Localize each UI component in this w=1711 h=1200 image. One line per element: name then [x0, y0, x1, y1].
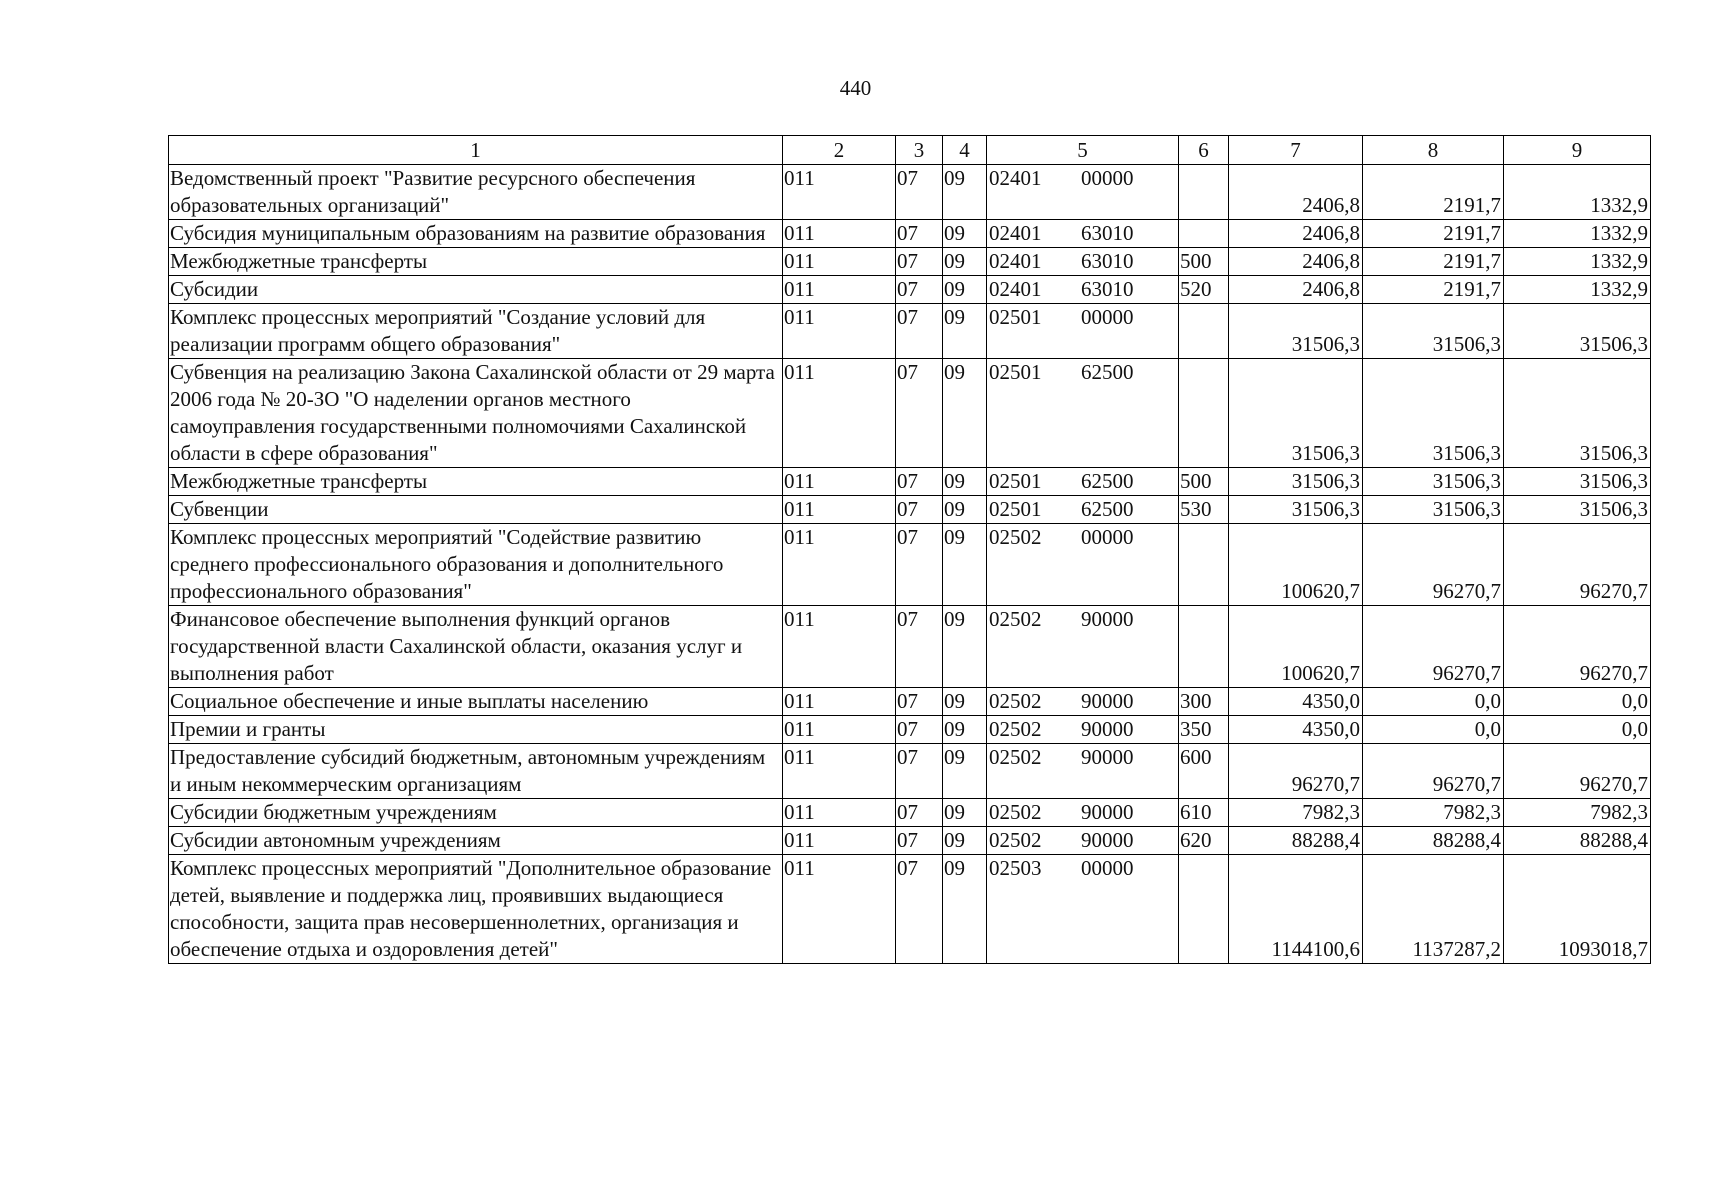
- row-expense-type-cell: 520: [1179, 276, 1229, 304]
- row-name-cell: Субвенция на реализацию Закона Сахалинской области от 29 марта 2006 года № 20-ЗО "О наделении органов местного самоуправления государственными полномочиями Сахалинской области в сфере образования": [169, 359, 783, 468]
- row-name-cell: Финансовое обеспечение выполнения функций органов государственной власти Сахалинской области, оказания услуг и выполнения работ: [169, 606, 783, 688]
- row-expense-type-cell: [1179, 606, 1229, 688]
- row-amount-cell: 100620,7: [1229, 524, 1363, 606]
- header-row: [169, 136, 1651, 165]
- row-target-article-cell: [987, 744, 1179, 799]
- row-name-cell: Комплекс процессных мероприятий "Дополнительное образование детей, выявление и поддержка лиц, проявивших выдающиеся способности, защита прав несовершеннолетних, организация и обеспечение отдыха и оздоровления детей": [169, 855, 783, 964]
- row-amount-cell: 31506,3: [1363, 304, 1504, 359]
- row-section-cell: 07: [896, 799, 943, 827]
- target-direction-code: 00000: [1081, 305, 1134, 329]
- row-amount-cell: 2191,7: [1363, 248, 1504, 276]
- row-section-cell: 07: [896, 248, 943, 276]
- row-amount-cell: 1332,9: [1504, 248, 1651, 276]
- row-amount-cell: 2406,8: [1229, 248, 1363, 276]
- target-direction-code: 62500: [1081, 497, 1134, 521]
- row-amount-cell: 1144100,6: [1229, 855, 1363, 964]
- header-cell: 4: [943, 136, 987, 165]
- target-direction-code: 63010: [1081, 277, 1134, 301]
- header-cell: 1: [169, 136, 783, 165]
- row-code-cell: 011: [783, 688, 896, 716]
- table-row: [169, 688, 1651, 716]
- row-subsection-cell: 09: [943, 827, 987, 855]
- row-code-cell: 011: [783, 744, 896, 799]
- target-program-code: 02401: [989, 249, 1042, 273]
- row-subsection-cell: 09: [943, 799, 987, 827]
- header-cell: 9: [1504, 136, 1651, 165]
- row-subsection-cell: 09: [943, 276, 987, 304]
- target-program-code: 02502: [989, 828, 1042, 852]
- row-section-cell: 07: [896, 855, 943, 964]
- target-direction-code: 90000: [1081, 607, 1134, 631]
- row-amount-cell: 88288,4: [1363, 827, 1504, 855]
- row-amount-cell: 31506,3: [1363, 468, 1504, 496]
- row-subsection-cell: 09: [943, 688, 987, 716]
- row-code-cell: 011: [783, 276, 896, 304]
- table-row: [169, 827, 1651, 855]
- row-amount-cell: 88288,4: [1229, 827, 1363, 855]
- row-expense-type-cell: [1179, 165, 1229, 220]
- row-target-article-cell: [987, 165, 1179, 220]
- row-amount-cell: 31506,3: [1229, 304, 1363, 359]
- row-name-cell: Ведомственный проект "Развитие ресурсного обеспечения образовательных организаций": [169, 165, 783, 220]
- row-amount-cell: 96270,7: [1363, 524, 1504, 606]
- row-target-article-cell: [987, 716, 1179, 744]
- row-subsection-cell: 09: [943, 304, 987, 359]
- row-amount-cell: 31506,3: [1363, 496, 1504, 524]
- target-direction-code: 62500: [1081, 360, 1134, 384]
- row-target-article-cell: [987, 688, 1179, 716]
- row-amount-cell: 2406,8: [1229, 220, 1363, 248]
- row-amount-cell: 1332,9: [1504, 220, 1651, 248]
- row-subsection-cell: 09: [943, 248, 987, 276]
- row-target-article-cell: [987, 359, 1179, 468]
- target-program-code: 02401: [989, 166, 1042, 190]
- row-target-article-cell: [987, 220, 1179, 248]
- target-direction-code: 00000: [1081, 525, 1134, 549]
- row-amount-cell: 2191,7: [1363, 220, 1504, 248]
- header-cell: 8: [1363, 136, 1504, 165]
- row-expense-type-cell: [1179, 524, 1229, 606]
- row-name-cell: Предоставление субсидий бюджетным, автономным учреждениям и иным некоммерческим организациям: [169, 744, 783, 799]
- row-subsection-cell: 09: [943, 496, 987, 524]
- header-cell: 5: [987, 136, 1179, 165]
- row-amount-cell: 31506,3: [1504, 468, 1651, 496]
- table-row: [169, 276, 1651, 304]
- row-section-cell: 07: [896, 165, 943, 220]
- row-target-article-cell: [987, 606, 1179, 688]
- row-amount-cell: 100620,7: [1229, 606, 1363, 688]
- row-code-cell: 011: [783, 606, 896, 688]
- row-target-article-cell: [987, 276, 1179, 304]
- target-direction-code: 62500: [1081, 469, 1134, 493]
- row-subsection-cell: 09: [943, 359, 987, 468]
- row-amount-cell: 31506,3: [1504, 359, 1651, 468]
- row-section-cell: 07: [896, 606, 943, 688]
- row-amount-cell: 96270,7: [1363, 606, 1504, 688]
- target-direction-code: 63010: [1081, 221, 1134, 245]
- row-expense-type-cell: [1179, 220, 1229, 248]
- row-amount-cell: 0,0: [1363, 688, 1504, 716]
- row-subsection-cell: 09: [943, 524, 987, 606]
- row-section-cell: 07: [896, 359, 943, 468]
- row-subsection-cell: 09: [943, 468, 987, 496]
- table-row: [169, 359, 1651, 468]
- row-target-article-cell: [987, 827, 1179, 855]
- row-target-article-cell: [987, 468, 1179, 496]
- row-target-article-cell: [987, 496, 1179, 524]
- row-name-cell: Комплекс процессных мероприятий "Содействие развитию среднего профессионального образования и дополнительного профессионального образования": [169, 524, 783, 606]
- table-row: [169, 799, 1651, 827]
- row-amount-cell: 31506,3: [1504, 496, 1651, 524]
- target-program-code: 02503: [989, 856, 1042, 880]
- row-target-article-cell: [987, 855, 1179, 964]
- page-number: 440: [839, 76, 872, 100]
- row-section-cell: 07: [896, 304, 943, 359]
- target-direction-code: 90000: [1081, 717, 1134, 741]
- row-name-cell: Субсидии бюджетным учреждениям: [169, 799, 783, 827]
- row-name-cell: Социальное обеспечение и иные выплаты населению: [169, 688, 783, 716]
- row-target-article-cell: [987, 524, 1179, 606]
- row-amount-cell: 96270,7: [1229, 744, 1363, 799]
- row-expense-type-cell: 600: [1179, 744, 1229, 799]
- row-name-cell: Субвенции: [169, 496, 783, 524]
- row-code-cell: 011: [783, 827, 896, 855]
- row-amount-cell: 0,0: [1363, 716, 1504, 744]
- row-amount-cell: 31506,3: [1363, 359, 1504, 468]
- row-amount-cell: 7982,3: [1229, 799, 1363, 827]
- target-program-code: 02502: [989, 525, 1042, 549]
- table-row: [169, 855, 1651, 964]
- row-amount-cell: 31506,3: [1229, 359, 1363, 468]
- row-amount-cell: 0,0: [1504, 688, 1651, 716]
- target-direction-code: 90000: [1081, 689, 1134, 713]
- table-row: [169, 606, 1651, 688]
- table-row: [169, 468, 1651, 496]
- row-subsection-cell: 09: [943, 744, 987, 799]
- row-amount-cell: 1137287,2: [1363, 855, 1504, 964]
- row-expense-type-cell: 500: [1179, 468, 1229, 496]
- row-amount-cell: 1332,9: [1504, 165, 1651, 220]
- header-cell: 2: [783, 136, 896, 165]
- row-amount-cell: 31506,3: [1229, 496, 1363, 524]
- row-expense-type-cell: [1179, 359, 1229, 468]
- row-name-cell: Субсидии: [169, 276, 783, 304]
- row-target-article-cell: [987, 304, 1179, 359]
- target-direction-code: 90000: [1081, 745, 1134, 769]
- row-section-cell: 07: [896, 496, 943, 524]
- row-section-cell: 07: [896, 220, 943, 248]
- header-cell: 7: [1229, 136, 1363, 165]
- row-amount-cell: 96270,7: [1363, 744, 1504, 799]
- row-code-cell: 011: [783, 248, 896, 276]
- target-direction-code: 00000: [1081, 166, 1134, 190]
- row-expense-type-cell: [1179, 304, 1229, 359]
- row-amount-cell: 96270,7: [1504, 524, 1651, 606]
- row-expense-type-cell: 300: [1179, 688, 1229, 716]
- row-expense-type-cell: 530: [1179, 496, 1229, 524]
- header-cell: 6: [1179, 136, 1229, 165]
- target-program-code: 02501: [989, 497, 1042, 521]
- row-code-cell: 011: [783, 359, 896, 468]
- row-name-cell: Субсидия муниципальным образованиям на развитие образования: [169, 220, 783, 248]
- row-code-cell: 011: [783, 799, 896, 827]
- row-code-cell: 011: [783, 496, 896, 524]
- row-amount-cell: 2191,7: [1363, 165, 1504, 220]
- row-section-cell: 07: [896, 744, 943, 799]
- table-row: [169, 248, 1651, 276]
- row-name-cell: Комплекс процессных мероприятий "Создание условий для реализации программ общего образования": [169, 304, 783, 359]
- target-program-code: 02401: [989, 221, 1042, 245]
- row-expense-type-cell: [1179, 855, 1229, 964]
- row-expense-type-cell: 350: [1179, 716, 1229, 744]
- row-amount-cell: 2406,8: [1229, 276, 1363, 304]
- target-direction-code: 00000: [1081, 856, 1134, 880]
- table-row: [169, 716, 1651, 744]
- row-target-article-cell: [987, 248, 1179, 276]
- row-amount-cell: 31506,3: [1504, 304, 1651, 359]
- table-body: [169, 136, 1651, 964]
- table-row: [169, 220, 1651, 248]
- row-expense-type-cell: 500: [1179, 248, 1229, 276]
- row-amount-cell: 4350,0: [1229, 688, 1363, 716]
- row-code-cell: 011: [783, 220, 896, 248]
- target-program-code: 02502: [989, 607, 1042, 631]
- row-target-article-cell: [987, 799, 1179, 827]
- target-program-code: 02501: [989, 469, 1042, 493]
- row-subsection-cell: 09: [943, 220, 987, 248]
- row-amount-cell: 96270,7: [1504, 606, 1651, 688]
- row-amount-cell: 2406,8: [1229, 165, 1363, 220]
- row-section-cell: 07: [896, 688, 943, 716]
- table-row: [169, 496, 1651, 524]
- row-section-cell: 07: [896, 468, 943, 496]
- target-direction-code: 63010: [1081, 249, 1134, 273]
- row-code-cell: 011: [783, 165, 896, 220]
- row-amount-cell: 2191,7: [1363, 276, 1504, 304]
- row-name-cell: Премии и гранты: [169, 716, 783, 744]
- row-code-cell: 011: [783, 304, 896, 359]
- row-amount-cell: 31506,3: [1229, 468, 1363, 496]
- row-code-cell: 011: [783, 855, 896, 964]
- row-name-cell: Субсидии автономным учреждениям: [169, 827, 783, 855]
- row-subsection-cell: 09: [943, 165, 987, 220]
- table-row: [169, 744, 1651, 799]
- table-row: [169, 524, 1651, 606]
- row-amount-cell: 1093018,7: [1504, 855, 1651, 964]
- row-code-cell: 011: [783, 468, 896, 496]
- row-subsection-cell: 09: [943, 606, 987, 688]
- row-amount-cell: 88288,4: [1504, 827, 1651, 855]
- row-section-cell: 07: [896, 827, 943, 855]
- row-section-cell: 07: [896, 276, 943, 304]
- row-code-cell: 011: [783, 524, 896, 606]
- row-subsection-cell: 09: [943, 716, 987, 744]
- target-program-code: 02501: [989, 305, 1042, 329]
- row-amount-cell: 96270,7: [1504, 744, 1651, 799]
- row-name-cell: Межбюджетные трансферты: [169, 248, 783, 276]
- row-amount-cell: 0,0: [1504, 716, 1651, 744]
- row-amount-cell: 1332,9: [1504, 276, 1651, 304]
- table-row: [169, 304, 1651, 359]
- row-amount-cell: 7982,3: [1363, 799, 1504, 827]
- row-expense-type-cell: 620: [1179, 827, 1229, 855]
- budget-table: [168, 135, 1651, 964]
- row-expense-type-cell: 610: [1179, 799, 1229, 827]
- row-subsection-cell: 09: [943, 855, 987, 964]
- target-direction-code: 90000: [1081, 828, 1134, 852]
- target-program-code: 02502: [989, 800, 1042, 824]
- target-program-code: 02502: [989, 689, 1042, 713]
- target-program-code: 02401: [989, 277, 1042, 301]
- row-amount-cell: 4350,0: [1229, 716, 1363, 744]
- row-section-cell: 07: [896, 524, 943, 606]
- row-name-cell: Межбюджетные трансферты: [169, 468, 783, 496]
- target-program-code: 02502: [989, 745, 1042, 769]
- target-program-code: 02501: [989, 360, 1042, 384]
- target-direction-code: 90000: [1081, 800, 1134, 824]
- row-amount-cell: 7982,3: [1504, 799, 1651, 827]
- table-row: [169, 165, 1651, 220]
- header-cell: 3: [896, 136, 943, 165]
- row-code-cell: 011: [783, 716, 896, 744]
- target-program-code: 02502: [989, 717, 1042, 741]
- row-section-cell: 07: [896, 716, 943, 744]
